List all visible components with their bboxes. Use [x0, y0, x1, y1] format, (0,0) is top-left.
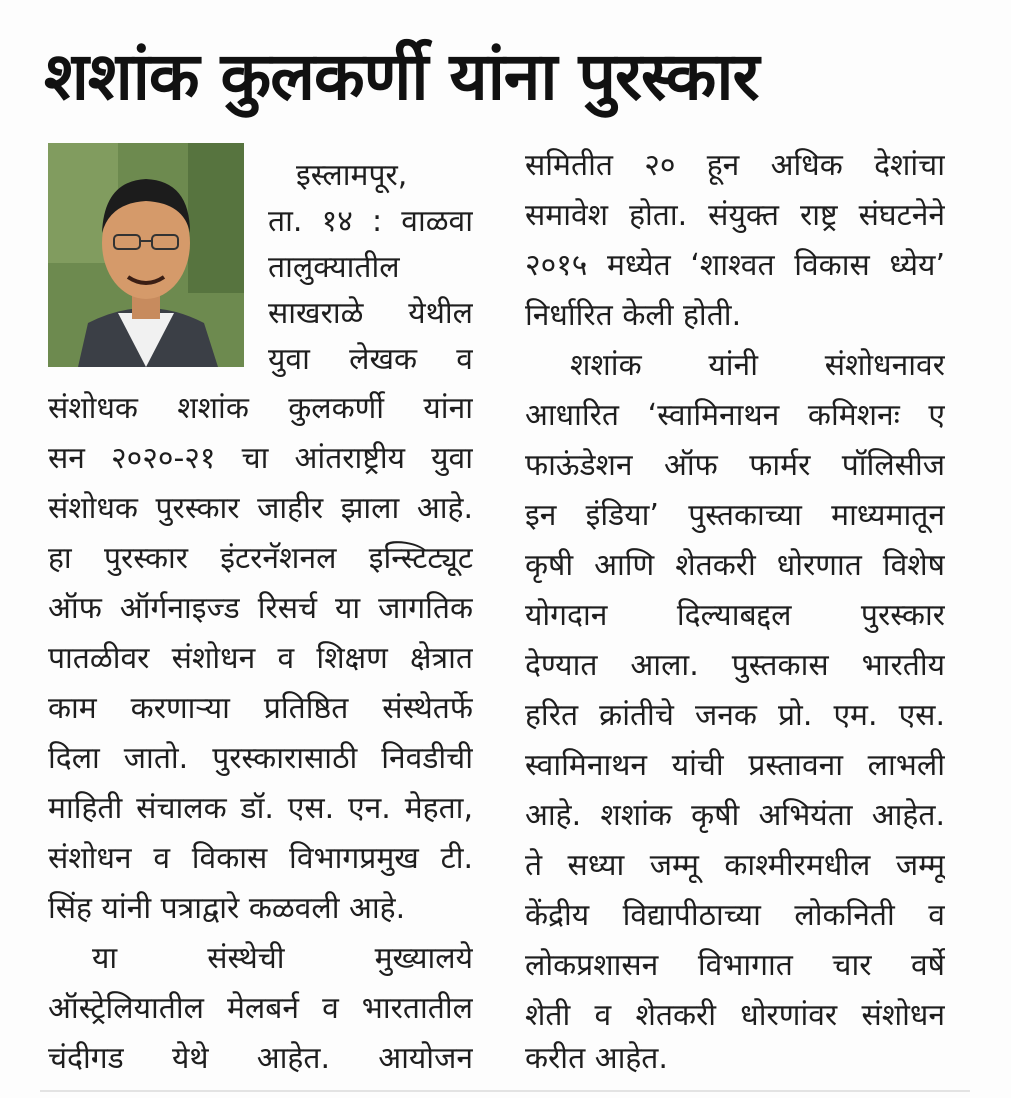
column2-line-13: स्वामिनाथन यांची प्रस्तावना लाभली: [525, 748, 945, 783]
bottom-divider: [40, 1090, 970, 1092]
column1-line-12: काम करणाऱ्या प्रतिष्ठित संस्थेतर्फे: [48, 691, 473, 726]
column1-line-5: युवा लेखक व: [268, 342, 473, 377]
column1-line-1: इस्लामपूर,: [296, 158, 408, 193]
column1-line-10: ऑफ ऑर्गनाइज्ड रिसर्च या जागतिक: [48, 591, 473, 626]
column2-line-11: देण्यात आला. पुस्तकास भारतीय: [525, 648, 945, 683]
column1-line-17: या संस्थेची मुख्यालये: [92, 941, 473, 976]
column1-line-3: तालुक्यातील: [268, 250, 400, 285]
column2-line-7: फाऊंडेशन ऑफ फार्मर पॉलिसीज: [525, 448, 945, 483]
author-photo: [48, 143, 244, 367]
column1-line-7: सन २०२०-२१ चा आंतराष्ट्रीय युवा: [48, 441, 473, 476]
portrait-image: [48, 143, 244, 367]
column2-line-3: २०१५ मध्येत ‘शाश्वत विकास ध्येय’: [525, 248, 945, 283]
column2-line-8: इन इंडिया’ पुस्तकाच्या माध्यमातून: [525, 498, 945, 533]
column1-line-13: दिला जातो. पुरस्कारासाठी निवडीची: [48, 741, 473, 776]
column1-line-16: सिंह यांनी पत्राद्वारे कळवली आहे.: [48, 891, 406, 926]
column2-line-14: आहे. शशांक कृषी अभियंता आहेत.: [525, 798, 945, 833]
column2-line-9: कृषी आणि शेतकरी धोरणात विशेष: [525, 548, 945, 583]
column2-line-17: लोकप्रशासन विभागात चार वर्षे: [525, 948, 945, 983]
column2-line-19: करीत आहेत.: [525, 1041, 668, 1076]
column2-line-12: हरित क्रांतीचे जनक प्रो. एम. एस.: [525, 698, 945, 733]
column1-line-9: हा पुरस्कार इंटरनॅशनल इन्स्टिट्यूट: [48, 541, 473, 576]
column1-line-4: साखराळे येथील: [268, 296, 473, 331]
column2-line-6: आधारित ‘स्वामिनाथन कमिशनः ए: [525, 398, 945, 433]
column1-line-14: माहिती संचालक डॉ. एस. एन. मेहता,: [48, 791, 473, 826]
column1-line-2: ता. १४ : वाळवा: [268, 204, 473, 239]
column2-line-1: समितीत २० हून अधिक देशांचा: [525, 148, 945, 183]
column1-line-19: चंदीगड येथे आहेत. आयोजन: [48, 1041, 473, 1076]
column2-line-10: योगदान दिल्याबद्दल पुरस्कार: [525, 598, 945, 633]
column2-line-18: शेती व शेतकरी धोरणांवर संशोधन: [525, 998, 945, 1033]
column2-line-5: शशांक यांनी संशोधनावर: [570, 348, 945, 383]
column1-line-11: पातळीवर संशोधन व शिक्षण क्षेत्रात: [48, 641, 473, 676]
column1-line-8: संशोधक पुरस्कार जाहीर झाला आहे.: [48, 491, 473, 526]
column2-line-2: समावेश होता. संयुक्त राष्ट्र संघटनेने: [525, 198, 945, 233]
column1-line-15: संशोधन व विकास विभागप्रमुख टी.: [48, 841, 473, 876]
column2-line-16: केंद्रीय विद्यापीठाच्या लोकनिती व: [525, 898, 945, 933]
column1-line-18: ऑस्ट्रेलियातील मेलबर्न व भारतातील: [48, 991, 473, 1026]
column1-line-6: संशोधक शशांक कुलकर्णी यांना: [48, 391, 473, 426]
headline: शशांक कुलकर्णी यांना पुरस्कार: [44, 38, 759, 115]
column2-line-4: निर्धारित केली होती.: [525, 298, 742, 333]
column2-line-15: ते सध्या जम्मू काश्मीरमधील जम्मू: [525, 848, 945, 883]
